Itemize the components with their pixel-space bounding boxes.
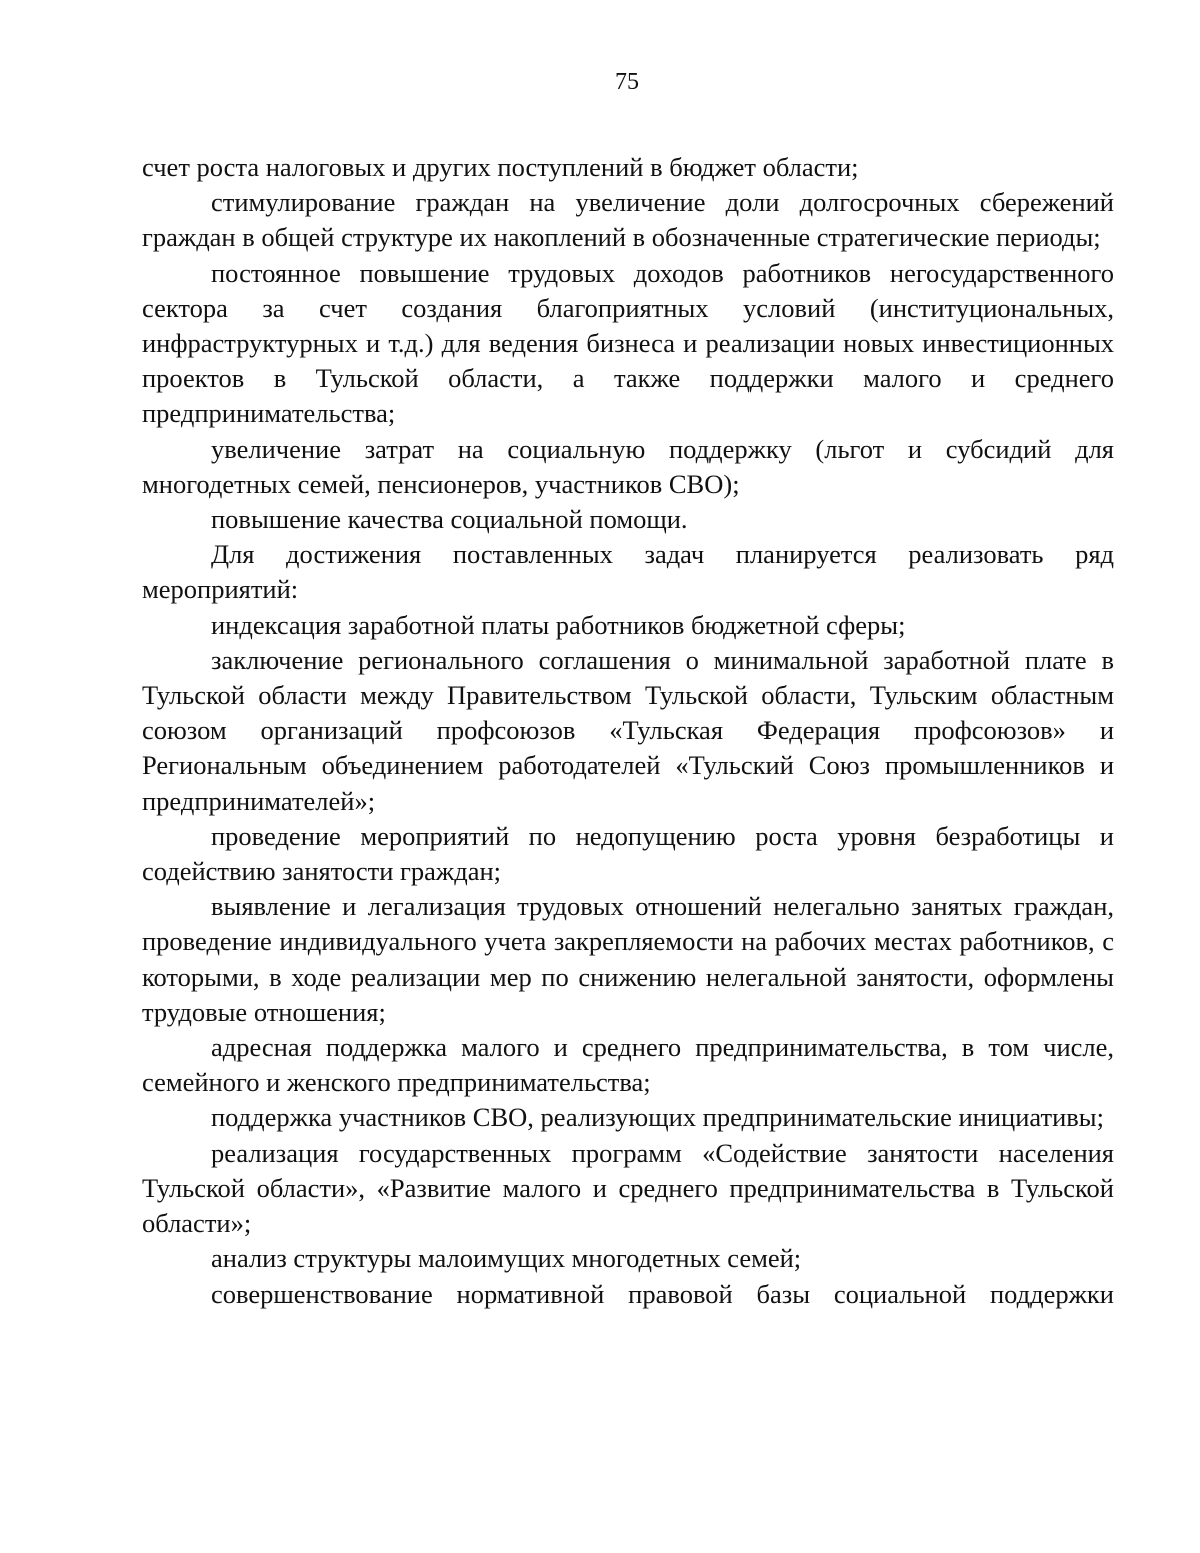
- paragraph: постоянное повышение трудовых доходов работников негосударственного сектора за счет создания благоприятных условий (институциональных, инфраструктурных и т.д.) для ведения бизнеса и реализации новых инвестиционных проектов в Тульской области, а также поддержки малого и среднего предпринимательства;: [142, 257, 1114, 429]
- paragraph: анализ структуры малоимущих многодетных семей;: [211, 1243, 802, 1274]
- paragraph: поддержка участников СВО, реализующих предпринимательские инициативы;: [211, 1102, 1104, 1133]
- document-body: [142, 150, 1114, 1312]
- paragraph: адресная поддержка малого и среднего предпринимательства, в том числе, семейного и женского предпринимательства;: [142, 1032, 1114, 1098]
- paragraph: увеличение затрат на социальную поддержку (льгот и субсидий для многодетных семей, пенсионеров, участников СВО);: [142, 433, 1114, 499]
- paragraph: совершенствование нормативной правовой базы социальной поддержки: [211, 1278, 1114, 1309]
- paragraph: стимулирование граждан на увеличение доли долгосрочных сбережений граждан в общей структуре их накоплений в обозначенные стратегические периоды;: [142, 187, 1114, 253]
- paragraph: повышение качества социальной помощи.: [211, 504, 688, 535]
- paragraph: выявление и легализация трудовых отношений нелегально занятых граждан, проведение индивидуального учета закрепляемости на рабочих местах работников, с которыми, в ходе реализации мер по снижению нелегальной занятости, оформлены трудовые отношения;: [142, 891, 1114, 1027]
- paragraph: счет роста налоговых и других поступлений в бюджет области;: [142, 152, 859, 182]
- paragraph: Для достижения поставленных задач планируется реализовать ряд мероприятий:: [142, 539, 1114, 605]
- paragraph: проведение мероприятий по недопущению роста уровня безработицы и содействию занятости граждан;: [142, 820, 1114, 887]
- paragraph: реализация государственных программ «Содействие занятости населения Тульской области», «Развитие малого и среднего предпринимательства в Тульской области»;: [142, 1137, 1114, 1239]
- page-number: 75: [615, 69, 639, 95]
- paragraph: индексация заработной платы работников бюджетной сферы;: [211, 609, 906, 640]
- paragraph: заключение регионального соглашения о минимальной заработной плате в Тульской области между Правительством Тульской области, Тульским областным союзом организаций профсоюзов «Тульская Федерация профсоюзов» и Региональным объединением работодателей «Тульский Союз промышленников и предпринимателей»;: [142, 644, 1114, 816]
